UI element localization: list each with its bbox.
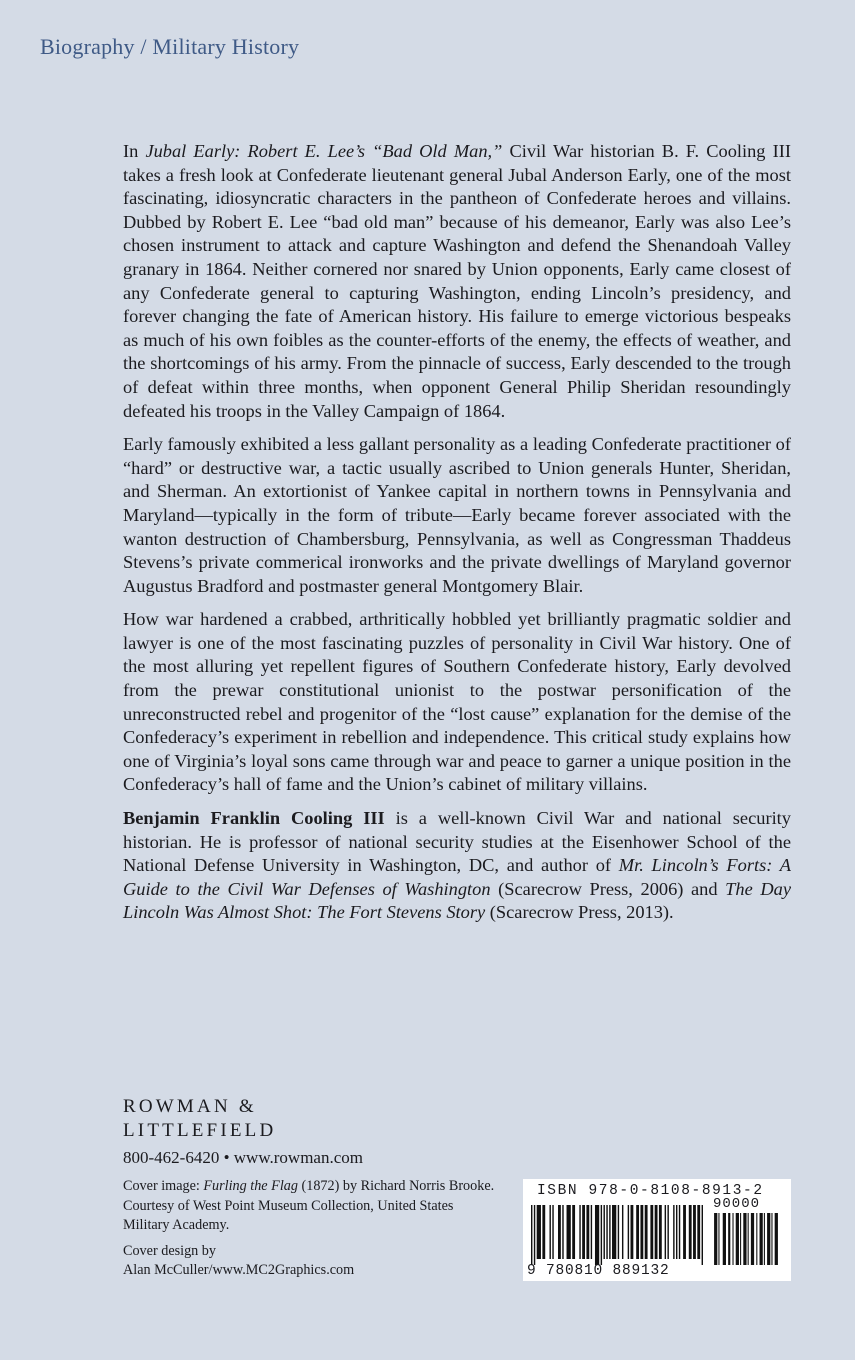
- barcode-bar: [767, 1213, 770, 1265]
- barcode-bar: [603, 1205, 604, 1259]
- text: is a well-known Civil War and national security historian. He is professor of national security studies at the Eisenhower School of the National Defense University in Washington, DC, and author of: [123, 808, 791, 876]
- text: Alan McCuller/www.MC2Graphics.com: [123, 1262, 355, 1278]
- barcode-bar: [689, 1205, 692, 1259]
- barcode-bar: [673, 1205, 674, 1259]
- ean-digits: 9 780810 889132: [527, 1263, 670, 1279]
- barcode-bar: [531, 1205, 532, 1265]
- book-title: Jubal Early: Robert E. Lee’s “Bad Old Man,”: [145, 141, 503, 161]
- barcode-bar: [609, 1205, 610, 1259]
- barcode-bar: [723, 1213, 726, 1265]
- text: (Scarecrow Press, 2006) and: [490, 878, 726, 899]
- barcode-bar: [736, 1213, 739, 1265]
- barcode-bar: [606, 1205, 607, 1259]
- blurb-paragraph-1: [123, 140, 791, 423]
- barcode-bar: [728, 1213, 730, 1265]
- author-bio: [123, 807, 791, 925]
- barcode-bar: [552, 1205, 553, 1259]
- barcode-bar: [743, 1213, 746, 1265]
- barcode-bar: [650, 1205, 653, 1259]
- barcode-bar: [549, 1205, 550, 1259]
- barcode-bar: [751, 1213, 754, 1265]
- publisher-line-1: ROWMAN &: [123, 1096, 257, 1117]
- barcode-bar: [612, 1205, 616, 1259]
- isbn-number: ISBN 978-0-8108-8913-2: [537, 1183, 764, 1199]
- barcode-bar: [558, 1205, 561, 1259]
- barcode-bar: [659, 1205, 662, 1259]
- barcode-bar: [683, 1205, 686, 1259]
- barcode-bar: [655, 1205, 658, 1259]
- barcode-bar: [586, 1205, 589, 1259]
- barcode-bar: [595, 1205, 599, 1265]
- text: Civil War historian B. F. Cooling III takes a fresh look at Confederate lieutenant general Jubal Anderson Early, one of the most fascinating, idiosyncratic characters in the pantheon of Confederate heroes and villains. Dubbed by Robert E. Lee “bad old man” because of his demeanor, Early was also Lee’s chosen instrument to attack and capture Washington and defend the Shenandoah Valley granary in 1864. Neither cornered nor snared by Union opponents, Early came closest of any Confederate general to capturing Washington, ending Lincoln’s presidency, and forever changing the fate of American history. His failure to emerge victorious bespeaks as much of his own foibles as the counter-efforts of the enemy, the effects of weather, and the shortcomings of his army. From the pinnacle of success, Early descended to the trough of defeat within three months, when opponent General Philip Sheridan resoundingly defeated his troops in the Valley Campaign of 1864.: [123, 141, 791, 421]
- barcode-bar: [740, 1213, 741, 1265]
- barcode-bar: [582, 1205, 585, 1259]
- barcode-bar: [702, 1205, 703, 1265]
- artwork-title: Furling the Flag: [203, 1178, 298, 1194]
- barcode-bar: [732, 1213, 733, 1265]
- barcode-bar: [645, 1205, 648, 1259]
- barcode-bar: [567, 1205, 571, 1259]
- publisher-line-2: LITTLEFIELD: [123, 1120, 277, 1141]
- barcode-bar: [628, 1205, 629, 1259]
- publisher-contact: 800-462-6420 • www.rowman.com: [123, 1148, 363, 1167]
- barcode-bar: [697, 1205, 700, 1259]
- text: Cover design by: [123, 1242, 216, 1259]
- barcode-bar: [601, 1205, 602, 1265]
- blurb: [123, 140, 791, 935]
- barcode-bar: [534, 1205, 535, 1265]
- barcode-bar: [591, 1205, 592, 1259]
- barcode-bar: [718, 1213, 719, 1265]
- barcode-bar: [771, 1213, 772, 1265]
- barcode-bar: [679, 1205, 680, 1259]
- barcode-bar: [579, 1205, 580, 1259]
- ean-barcode-bars: [531, 1205, 703, 1265]
- barcode-bar: [618, 1205, 619, 1259]
- text: (1872) by Richard Norris Brooke. Courtesy of West Point Museum Collection, United States Military Academy.: [123, 1178, 495, 1233]
- barcode: [523, 1179, 791, 1281]
- text: In: [123, 141, 146, 161]
- barcode-bar: [665, 1205, 666, 1259]
- price-addon-bars: [713, 1213, 779, 1271]
- cover-credits: [123, 1177, 503, 1287]
- barcode-bar: [714, 1213, 717, 1265]
- blurb-paragraph-3: How war hardened a crabbed, arthritically hobbled yet brilliantly pragmatic soldier and lawyer is one of the most fascinating puzzles of personality in Civil War history. One of the most alluring yet repellent figures of Southern Confederate history, Early devolved from the prewar constitutional unionist to the postwar personification of the unreconstructed rebel and progenitor of the “lost cause” explanation for the demise of the Confederacy’s experiment in rebellion and independence. This critical study explains how one of Virginia’s loyal sons came through war and peace to garner a unique position in the Confederacy’s hall of fame and the Union’s cabinet of military villains.: [123, 609, 791, 795]
- barcode-bar: [667, 1205, 668, 1259]
- barcode-bar: [764, 1213, 765, 1265]
- barcode-bar: [542, 1205, 545, 1259]
- blurb-paragraph-2: Early famously exhibited a less gallant personality as a leading Confederate practitioner of “hard” or destructive war, a tactic usually ascribed to Union generals Hunter, Sheridan, and Sherman. An extortionist of Yankee capital in northern towns in Pennsylvania and Maryland—typically in the form of tribute—Early became forever associated with the wanton destruction of Chambersburg, Pennsylvania, as well as Congressman Thaddeus Stevens’s private commerical ironworks and the private dwellings of Maryland governor Augustus Bradford and postmaster general Montgomery Blair.: [123, 434, 791, 596]
- category-label: Biography / Military History: [40, 34, 300, 59]
- cover-design-credit: [123, 1242, 503, 1281]
- barcode-bar: [748, 1213, 749, 1265]
- book-title: The Day Lincoln Was Almost Shot: The Fort Stevens Story: [123, 878, 791, 923]
- barcode-bar: [760, 1213, 763, 1265]
- price-addon-number: 90000: [713, 1196, 761, 1212]
- barcode-bar: [640, 1205, 643, 1259]
- author-name: Benjamin Franklin Cooling III: [123, 808, 385, 829]
- barcode-bar: [636, 1205, 639, 1259]
- barcode-bar: [676, 1205, 677, 1259]
- barcode-bar: [622, 1205, 623, 1259]
- publisher-logo: [123, 1095, 276, 1143]
- barcode-bar: [693, 1205, 696, 1259]
- barcode-bar: [562, 1205, 563, 1259]
- text: (Scarecrow Press, 2013).: [485, 902, 674, 923]
- barcode-bar: [572, 1205, 575, 1259]
- barcode-bar: [756, 1213, 757, 1265]
- barcode-bar: [537, 1205, 541, 1259]
- cover-image-credit: [123, 1177, 503, 1236]
- book-title: Mr. Lincoln’s Forts: A Guide to the Civil War Defenses of Washington: [123, 855, 791, 899]
- barcode-bar: [775, 1213, 778, 1265]
- barcode-bar: [631, 1205, 634, 1259]
- text: Cover image:: [123, 1178, 204, 1194]
